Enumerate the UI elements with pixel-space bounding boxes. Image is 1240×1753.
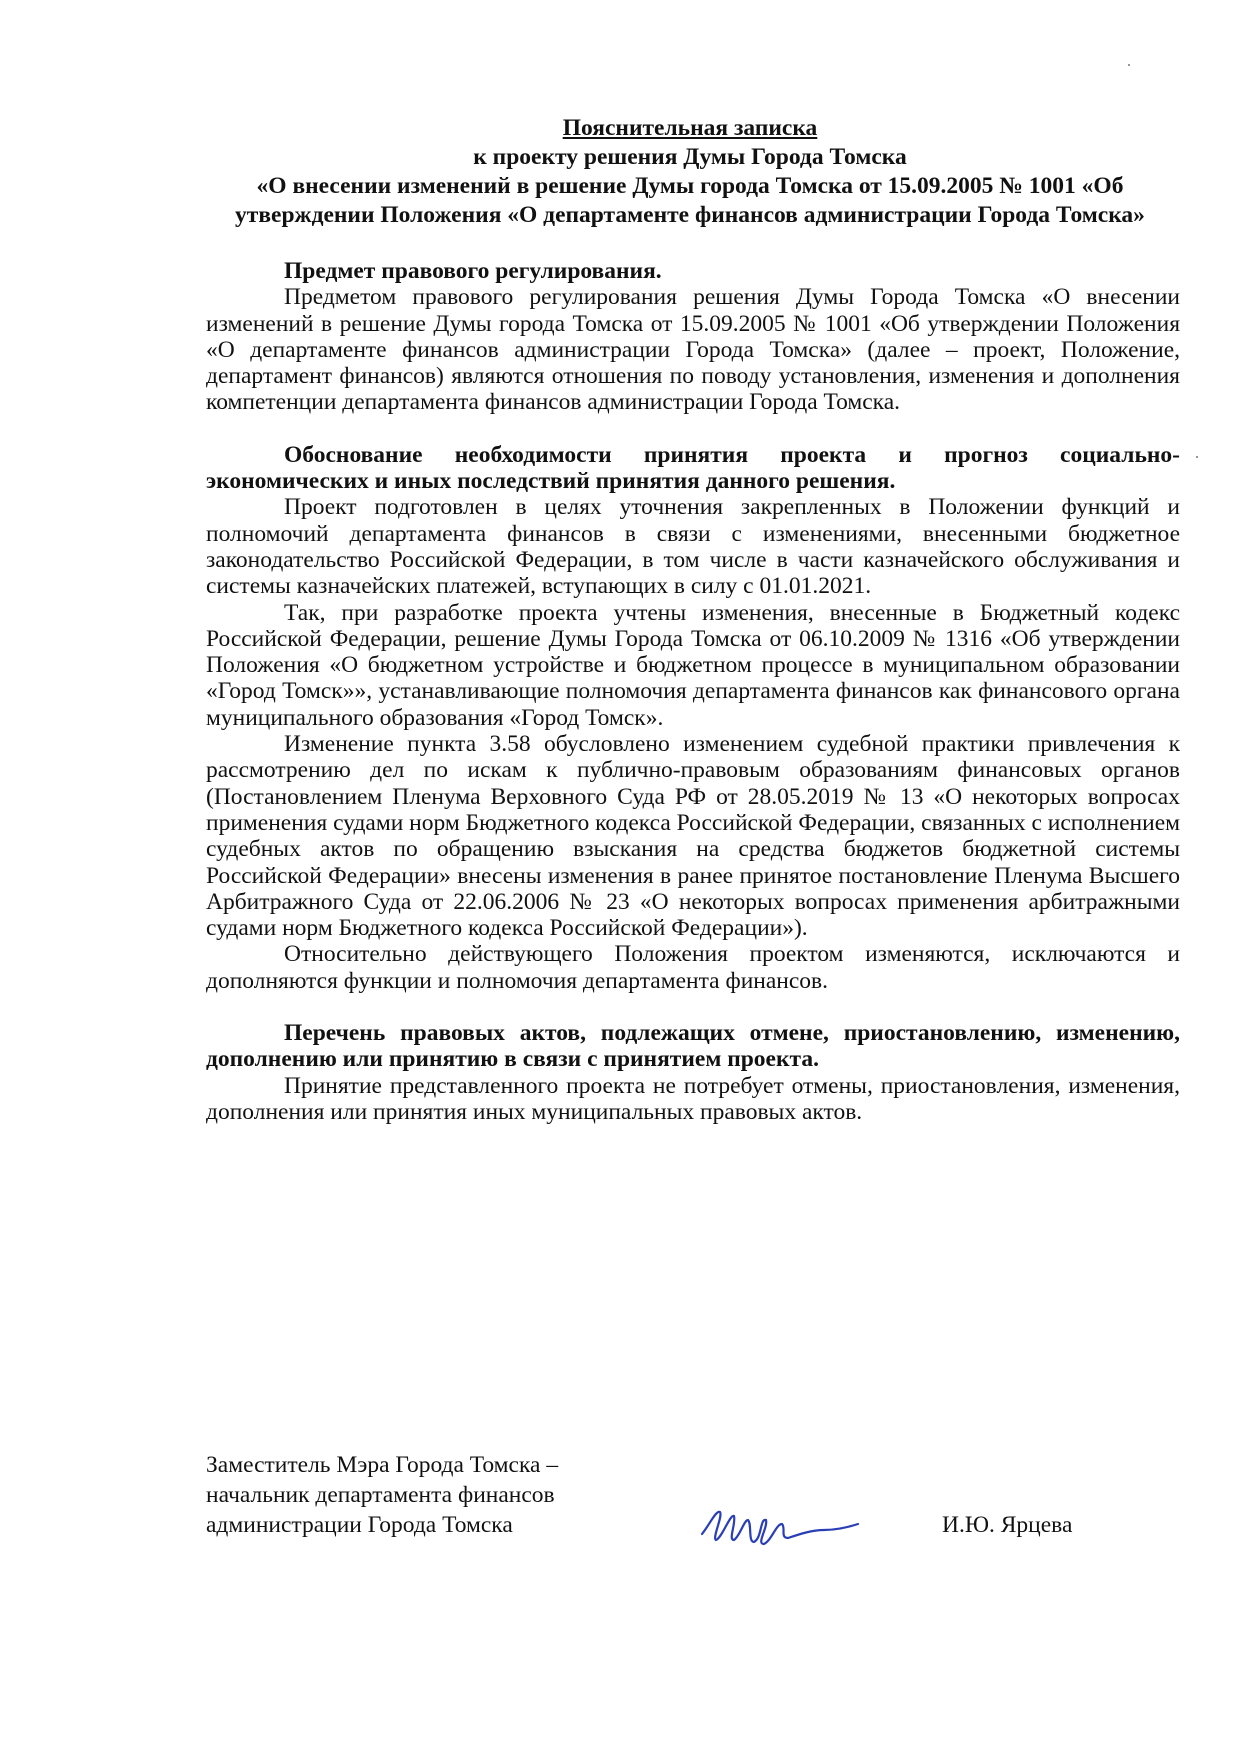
section-legal-acts	[206, 1020, 1180, 1125]
paragraph: Изменение пункта 3.58 обусловлено изменением судебной практики привлечения к рассмотрению дел по искам к публично-правовым образованиям финансовых органов (Постановлением Пленума Верховного Суда РФ от 28.05.2019 № 13 «О некоторых вопросах применения судами норм Бюджетного кодекса Российской Федерации, связанных с исполнением судебных актов по обращению взыскания на средства бюджетов бюджетной системы Российской Федерации» внесены изменения в ранее принятое постановление Пленума Высшего Арбитражного Суда от 22.06.2006 № 23 «О некоторых вопросах применения арбитражными судами норм Бюджетного кодекса Российской Федерации»).	[206, 731, 1180, 942]
document-title: Пояснительная записка	[562, 115, 818, 141]
signature-block	[206, 1450, 1180, 1570]
signatory-position	[206, 1450, 558, 1540]
paragraph: Так, при разработке проекта учтены изменения, внесенные в Бюджетный кодекс Российской Федерации, решение Думы Города Томска от 06.10.2009 № 1316 «Об утверждении Положения «О бюджетном устройстве и бюджетном процессе в муниципальном образовании «Город Томск»», устанавливающие полномочия департамента финансов как финансового органа муниципального образования «Город Томск».	[206, 599, 1180, 731]
signatory-position-line: администрации Города Томска	[206, 1512, 513, 1538]
document-body	[206, 258, 1180, 1151]
paragraph: Относительно действующего Положения проектом изменяются, исключаются и дополняются функции и полномочия департамента финансов.	[206, 941, 1180, 994]
scan-speck	[1196, 456, 1198, 458]
header-subtitle: к проекту решения Думы Города Томска	[473, 144, 907, 170]
section-heading: Обоснование необходимости принятия проекта и прогноз социально-экономических и иных последствий принятия данного решения.	[206, 441, 1180, 495]
paragraph: Принятие представленного проекта не потребует отмены, приостановления, изменения, дополнения или принятия иных муниципальных правовых актов.	[206, 1072, 1180, 1125]
section-heading: Перечень правовых актов, подлежащих отмене, приостановлению, изменению, дополнению или принятию в связи с принятием проекта.	[206, 1020, 1180, 1073]
header-draft-name-line-1: «О внесении изменений в решение Думы города Томска от 15.09.2005 № 1001 «Об	[256, 173, 1124, 199]
section-justification	[206, 442, 1180, 994]
document-header	[200, 114, 1180, 230]
section-subject	[206, 258, 1180, 416]
handwritten-signature	[696, 1494, 866, 1554]
paragraph: Предметом правового регулирования решения Думы Города Томска «О внесении изменений в решение Думы города Томска от 15.09.2005 № 1001 «Об утверждении Положения «О департаменте финансов администрации Города Томска» (далее – проект, Положение, департамент финансов) являются отношения по поводу установления, изменения и дополнения компетенции департамента финансов администрации Города Томска.	[206, 284, 1180, 416]
signatory-name: И.Ю. Ярцева	[942, 1512, 1073, 1538]
scan-speck	[1128, 64, 1130, 66]
paragraph: Проект подготовлен в целях уточнения закрепленных в Положении функций и полномочий департамента финансов в связи с изменениями, внесенными бюджетное законодательство Российской Федерации, в том числе в части казначейского обслуживания и системы казначейских платежей, вступающих в силу с 01.01.2021.	[206, 494, 1180, 600]
signatory-position-line: Заместитель Мэра Города Томска –	[206, 1452, 559, 1478]
section-heading: Предмет правового регулирования.	[284, 258, 662, 284]
header-draft-name-line-2: утверждении Положения «О департаменте финансов администрации Города Томска»	[235, 202, 1145, 228]
signatory-position-line: начальник департамента финансов	[206, 1482, 555, 1508]
